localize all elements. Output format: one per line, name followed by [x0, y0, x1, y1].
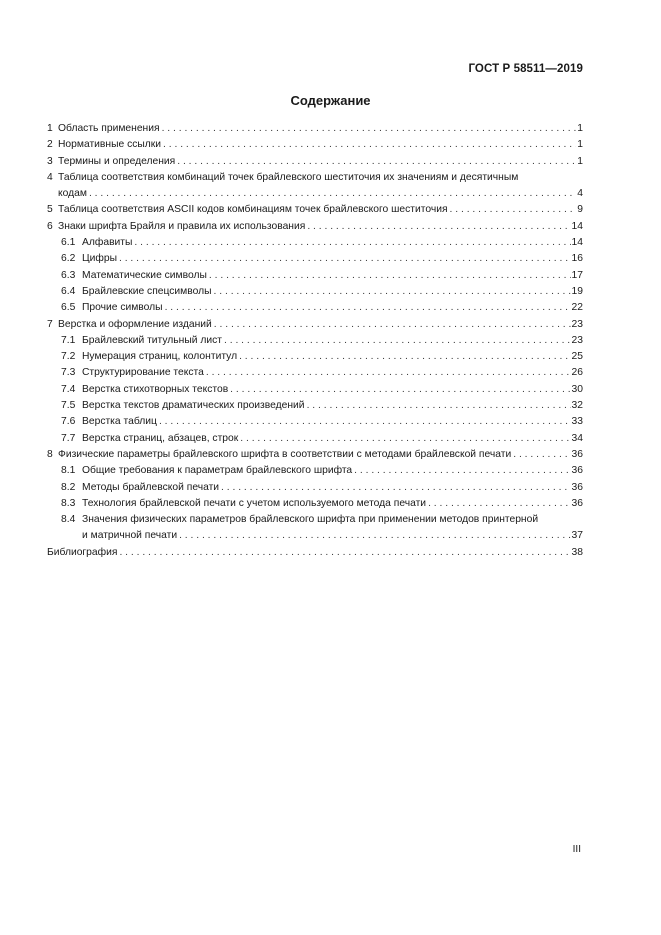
- toc-entry-page: 36: [571, 497, 583, 509]
- toc-entry-label: Область применения: [58, 123, 160, 134]
- toc-entry[interactable]: [47, 202, 583, 218]
- toc-leader-dots: [177, 154, 576, 170]
- toc-leader-dots: [230, 382, 570, 398]
- toc-entry[interactable]: [47, 219, 583, 235]
- toc-entry-label: Верстка страниц, абзацев, строк: [82, 432, 239, 444]
- toc-entry-page: 25: [571, 351, 583, 363]
- toc-entry-label: Верстка таблиц: [82, 416, 157, 428]
- toc-entry[interactable]: [47, 463, 583, 479]
- toc-entry-number: 6.5: [61, 302, 76, 314]
- toc-leader-dots: [159, 414, 571, 430]
- toc-leader-dots: [513, 447, 570, 463]
- toc-entry-page: 26: [571, 367, 583, 379]
- toc-entry-label: Брайлевский титульный лист: [82, 334, 222, 346]
- toc-entry[interactable]: [47, 480, 583, 496]
- toc-entry[interactable]: [47, 154, 583, 170]
- toc-entry[interactable]: [47, 284, 583, 300]
- toc-entry-page: 34: [571, 432, 583, 444]
- toc-leader-dots: [450, 202, 577, 218]
- toc-leader-dots: [119, 251, 571, 267]
- toc-entry-number: 4: [47, 171, 53, 183]
- toc-entry-number: 8.1: [61, 465, 76, 477]
- toc-leader-dots: [214, 317, 571, 333]
- toc-leader-dots: [119, 545, 570, 561]
- toc-leader-dots: [179, 528, 570, 544]
- toc-leader-dots: [134, 235, 570, 251]
- toc-entry[interactable]: [47, 414, 583, 430]
- toc-entry-label: Нумерация страниц, колонтитул: [82, 351, 238, 363]
- toc-entry-label: Цифры: [82, 253, 117, 265]
- toc-entry-number: 5: [47, 204, 53, 216]
- toc-leader-dots: [165, 300, 571, 316]
- toc-entry-number: 7.6: [61, 416, 76, 428]
- toc-entry-label: Верстка стихотворных текстов: [82, 383, 229, 395]
- toc-entry-label-continued: и матричной печати: [82, 530, 178, 542]
- toc-entry-label: Технология брайлевской печати с учетом используемого метода печати: [82, 497, 427, 509]
- toc-entry[interactable]: [47, 496, 583, 512]
- toc-leader-dots: [206, 365, 571, 381]
- toc-entry-number: 6.1: [61, 237, 76, 249]
- toc-entry-number: 7.1: [61, 334, 76, 346]
- toc-entry-number: 1: [47, 123, 53, 134]
- toc-entry-number: 8.4: [61, 514, 76, 526]
- toc-entry-label: Библиография: [47, 546, 118, 558]
- toc-entry-page: 1: [577, 139, 583, 151]
- toc-entry-page: 14: [571, 220, 583, 232]
- toc-entry-page: 22: [571, 302, 583, 314]
- toc-entry-label: Верстка и оформление изданий: [58, 318, 212, 330]
- toc-entry-number: 7.5: [61, 400, 76, 412]
- toc-entry-number: 8: [47, 448, 53, 460]
- toc-entry[interactable]: [47, 447, 583, 463]
- toc-entry-number: 6.3: [61, 269, 76, 281]
- toc-leader-dots: [163, 137, 576, 153]
- toc-entry[interactable]: [47, 382, 583, 398]
- toc-entry[interactable]: [47, 365, 583, 381]
- toc-entry-page: 1: [577, 123, 583, 134]
- toc-entry[interactable]: [47, 251, 583, 267]
- toc-entry-number: 2: [47, 139, 53, 151]
- toc-entry[interactable]: [47, 349, 583, 365]
- toc-entry-number: 6: [47, 220, 53, 232]
- toc-leader-dots: [221, 480, 570, 496]
- toc-leader-dots: [240, 431, 570, 447]
- toc-entry-page: 14: [571, 237, 583, 249]
- toc-entry-page: 37: [571, 530, 583, 542]
- toc-entry-page: 4: [577, 188, 583, 200]
- toc-entry[interactable]: [47, 333, 583, 349]
- toc-entry-page: 36: [571, 448, 583, 460]
- toc-entry-page: 23: [571, 334, 583, 346]
- toc-entry-page: 9: [577, 204, 583, 216]
- toc-entry[interactable]: [47, 317, 583, 333]
- toc-entry[interactable]: [47, 398, 583, 414]
- toc-entry-page: 30: [571, 383, 583, 395]
- toc-entry-number: 7: [47, 318, 53, 330]
- page-number: III: [572, 844, 581, 855]
- toc-entry-label: Знаки шрифта Брайля и правила их использования: [58, 220, 306, 232]
- toc-entry-number: 7.4: [61, 383, 76, 395]
- toc-leader-dots: [307, 219, 570, 235]
- toc-entry-number: 3: [47, 155, 53, 167]
- toc-leader-dots: [162, 121, 577, 137]
- toc-entry-page: 19: [571, 285, 583, 297]
- toc-leader-dots: [89, 186, 576, 202]
- toc-entry-label: Прочие символы: [82, 302, 163, 314]
- toc-entry-label: Термины и определения: [58, 155, 176, 167]
- toc-entry-page: 23: [571, 318, 583, 330]
- toc-entry-label: Значения физических параметров брайлевского шрифта при применении методов принтерной: [82, 514, 539, 526]
- toc-leader-dots: [209, 268, 571, 284]
- toc-entry[interactable]: [47, 512, 583, 545]
- document-code: ГОСТ Р 58511—2019: [468, 63, 583, 75]
- toc-entry[interactable]: [47, 268, 583, 284]
- toc-entry-page: 38: [571, 546, 583, 558]
- toc-entry-label-continued: кодам: [58, 188, 87, 200]
- toc-entry-label: Таблица соответствия комбинаций точек брайлевского шеститочия их значениям и десятичным: [58, 171, 519, 183]
- toc-entry-page: 32: [571, 400, 583, 412]
- toc-entry-page: 33: [571, 416, 583, 428]
- toc-entry-label: Нормативные ссылки: [58, 139, 162, 151]
- toc-entry[interactable]: [47, 121, 583, 137]
- toc-entry-label: Верстка текстов драматических произведений: [82, 400, 305, 412]
- toc-entry-label: Методы брайлевской печати: [82, 481, 220, 493]
- toc-entry-label: Физические параметры брайлевского шрифта в соответствии с методами брайлевской печати: [58, 448, 512, 460]
- toc-entry-label: Структурирование текста: [82, 367, 204, 379]
- toc-leader-dots: [307, 398, 571, 414]
- toc-entry-page: 16: [571, 253, 583, 265]
- toc-entry[interactable]: [47, 545, 583, 561]
- toc-entry-page: 36: [571, 481, 583, 493]
- toc-entry-number: 8.2: [61, 481, 76, 493]
- toc-entry-label: Таблица соответствия ASCII кодов комбинациям точек брайлевского шеститочия: [58, 204, 448, 216]
- toc-entry-number: 7.7: [61, 432, 76, 444]
- toc-entry[interactable]: [47, 431, 583, 447]
- table-of-contents: [47, 121, 583, 561]
- toc-leader-dots: [214, 284, 571, 300]
- toc-leader-dots: [224, 333, 571, 349]
- toc-entry-page: 1: [577, 155, 583, 167]
- toc-leader-dots: [428, 496, 570, 512]
- contents-title: Содержание: [290, 93, 371, 108]
- toc-entry-label: Математические символы: [82, 269, 207, 281]
- toc-entry-number: 6.2: [61, 253, 76, 265]
- toc-entry-number: 8.3: [61, 497, 76, 509]
- toc-entry-label: Общие требования к параметрам брайлевского шрифта: [82, 465, 353, 477]
- toc-entry-number: 6.4: [61, 285, 76, 297]
- toc-entry-label: Брайлевские спецсимволы: [82, 285, 212, 297]
- toc-entry[interactable]: [47, 235, 583, 251]
- toc-entry-number: 7.3: [61, 367, 76, 379]
- toc-entry-page: 36: [571, 465, 583, 477]
- toc-entry[interactable]: [47, 300, 583, 316]
- toc-entry-label: Алфавиты: [82, 237, 133, 249]
- toc-leader-dots: [239, 349, 570, 365]
- toc-entry-number: 7.2: [61, 351, 76, 363]
- toc-entry[interactable]: [47, 170, 583, 203]
- toc-entry-page: 17: [571, 269, 583, 281]
- toc-leader-dots: [354, 463, 570, 479]
- toc-entry[interactable]: [47, 137, 583, 153]
